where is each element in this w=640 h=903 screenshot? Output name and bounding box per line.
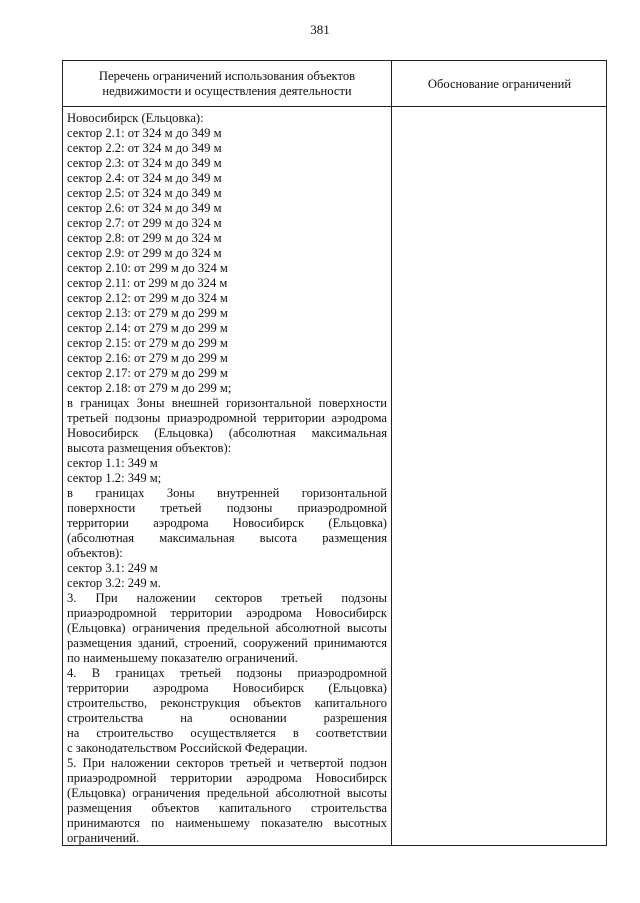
text-line: сектор 2.2: от 324 м до 349 м <box>67 141 222 155</box>
text-line: (Ельцовка) ограничения предельной абсолютной высоты <box>67 621 387 635</box>
text-line: сектор 2.18: от 279 м до 299 м; <box>67 381 232 395</box>
text-line: сектор 2.11: от 299 м до 324 м <box>67 276 228 290</box>
text-line: сектор 2.12: от 299 м до 324 м <box>67 291 228 305</box>
text-line: 5. При наложении секторов третьей и четвертой подзон <box>67 756 387 770</box>
text-line: строительства на основании разрешения <box>67 711 387 725</box>
text-line: сектор 2.5: от 324 м до 349 м <box>67 186 222 200</box>
text-line: в границах Зоны внутренней горизонтальной <box>67 486 387 500</box>
text-line: сектор 2.14: от 279 м до 299 м <box>67 321 228 335</box>
text-line: сектор 2.17: от 279 м до 299 м <box>67 366 228 380</box>
text-line: сектор 2.3: от 324 м до 349 м <box>67 156 222 170</box>
text-line: сектор 1.1: 349 м <box>67 456 158 470</box>
text-line: ограничений. <box>67 831 140 845</box>
text-line: третьей подзоны приаэродромной территории аэродрома <box>67 411 387 425</box>
text-line: сектор 2.10: от 299 м до 324 м <box>67 261 228 275</box>
text-line: 4. В границах третьей подзоны приаэродромной <box>67 666 387 680</box>
restrictions-text-cell <box>67 111 387 846</box>
text-line: размещения объектов капитального строительства <box>67 801 387 815</box>
text-line: сектор 2.15: от 279 м до 299 м <box>67 336 228 350</box>
text-line: приаэродромной территории аэродрома Новосибирск <box>67 606 387 620</box>
text-line: сектор 2.7: от 299 м до 324 м <box>67 216 222 230</box>
text-line: территории аэродрома Новосибирск (Ельцовка) <box>67 516 387 530</box>
text-line: сектор 2.6: от 324 м до 349 м <box>67 201 222 215</box>
header-justification: Обоснование ограничений <box>427 76 572 91</box>
text-line: сектор 2.1: от 324 м до 349 м <box>67 126 222 140</box>
column-divider <box>391 61 392 845</box>
text-line: строительство, реконструкция объектов капитального <box>67 696 387 710</box>
page-number: 381 <box>310 22 330 37</box>
text-line: сектор 2.9: от 299 м до 324 м <box>67 246 222 260</box>
text-line: (абсолютная максимальная высота размещения <box>67 531 387 545</box>
text-line: территории аэродрома Новосибирск (Ельцовка) <box>67 681 387 695</box>
header-left-line: Перечень ограничений использования объектов <box>98 69 356 83</box>
text-line: принимаются по наименьшему показателю высотных <box>67 816 387 830</box>
text-line: сектор 2.4: от 324 м до 349 м <box>67 171 222 185</box>
text-line: поверхности третьей подзоны приаэродромной <box>67 501 387 515</box>
text-line: Новосибирск (Ельцовка): <box>67 111 204 125</box>
table-header-row <box>63 61 606 107</box>
text-line: объектов): <box>67 546 123 560</box>
text-line: 3. При наложении секторов третьей подзоны <box>67 591 387 605</box>
text-line: размещения зданий, строений, сооружений принимаются <box>67 636 387 650</box>
text-line: сектор 2.16: от 279 м до 299 м <box>67 351 228 365</box>
text-line: в границах Зоны внешней горизонтальной поверхности <box>67 396 387 410</box>
text-line: (Ельцовка) ограничения предельной абсолютной высоты <box>67 786 387 800</box>
text-line: по наименьшему показателю ограничений. <box>67 651 298 665</box>
text-line: сектор 3.1: 249 м <box>67 561 158 575</box>
text-line: Новосибирск (Ельцовка) (абсолютная максимальная <box>67 426 387 440</box>
text-line: сектор 2.13: от 279 м до 299 м <box>67 306 228 320</box>
text-line: сектор 1.2: 349 м; <box>67 471 162 485</box>
text-line: на строительство осуществляется в соответствии <box>67 726 387 740</box>
header-restrictions-list <box>63 61 391 107</box>
text-line: приаэродромной территории аэродрома Новосибирск <box>67 771 387 785</box>
text-line: сектор 2.8: от 299 м до 324 м <box>67 231 222 245</box>
restrictions-table <box>62 60 607 846</box>
header-left-line: недвижимости и осуществления деятельности <box>102 84 352 98</box>
text-line: высота размещения объектов): <box>67 441 232 455</box>
text-line: сектор 3.2: 249 м. <box>67 576 161 590</box>
text-line: с законодательством Российской Федерации. <box>67 741 308 755</box>
